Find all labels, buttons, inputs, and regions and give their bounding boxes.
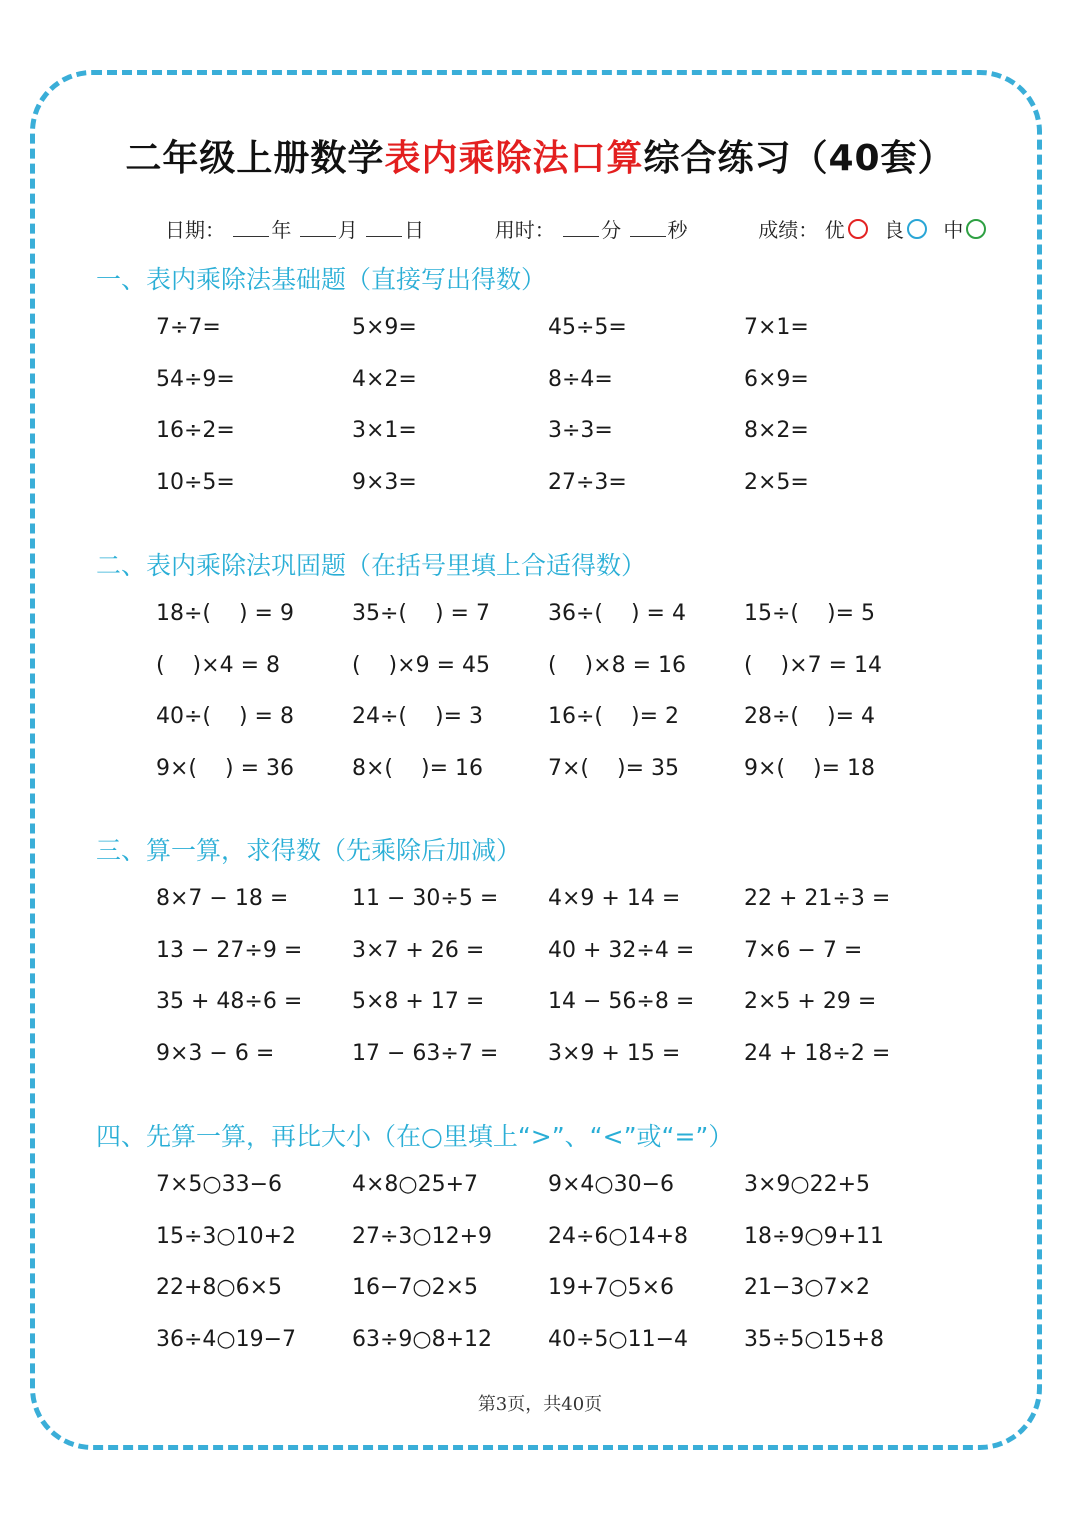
problem-row [156, 1325, 996, 1377]
problem: 24÷( )= 3 [352, 704, 483, 729]
info-line [165, 214, 996, 243]
problem: 15÷3○10+2 [156, 1223, 297, 1249]
problem: 54÷9= [156, 366, 235, 392]
circle-icon [966, 219, 986, 239]
problem: 7×1= [744, 315, 809, 340]
problem: 40÷( ) = 8 [156, 704, 294, 729]
problem: 35÷5○15+8 [744, 1326, 885, 1352]
problem: 9×3 − 6 = [156, 1040, 275, 1066]
section-3 [96, 834, 996, 1090]
problem: 4×2= [352, 366, 417, 392]
problem: 8÷4= [548, 366, 613, 392]
year-blank [233, 218, 269, 237]
problem: 5×9= [352, 315, 417, 340]
problem: 16−7○2×5 [352, 1275, 479, 1300]
section-title: 四、先算一算，再比大小（在○里填上“>”、“<”或“=”） [96, 1122, 734, 1151]
problem: 16÷( )= 2 [548, 704, 679, 729]
problem: 3÷3= [548, 418, 613, 443]
title-part-1: 二年级上册数学 [125, 138, 385, 179]
section-2 [96, 549, 996, 805]
problem: 15÷( )= 5 [744, 601, 875, 626]
problem: 7×5○33−6 [156, 1172, 283, 1197]
problem: 9×3= [352, 469, 417, 495]
problem: 21−3○7×2 [744, 1275, 871, 1300]
problem-row [156, 754, 996, 806]
problem: 28÷( )= 4 [744, 704, 875, 729]
problem: 18÷( ) = 9 [156, 601, 294, 626]
section-title: 二、表内乘除法巩固题（在括号里填上合适得数） [96, 551, 647, 580]
grade-excellent: 优 [824, 218, 845, 242]
grade-medium: 中 [943, 218, 964, 242]
problem: 11 − 30÷5 = [352, 886, 499, 911]
problem-row [156, 1039, 996, 1091]
problem: 6×9= [744, 366, 809, 392]
problem-row [156, 313, 996, 365]
problem: 63÷9○8+12 [352, 1326, 493, 1352]
day-label: 日 [404, 218, 425, 242]
problem: 2×5 + 29 = [744, 989, 877, 1014]
section-title: 一、表内乘除法基础题（直接写出得数） [96, 265, 547, 294]
problem: ( )×7 = 14 [744, 652, 882, 678]
problem: 4×9 + 14 = [548, 886, 681, 911]
page-footer: 第3页，共40页 [477, 1394, 603, 1415]
problem: 22 + 21÷3 = [744, 886, 891, 911]
second-label: 秒 [667, 218, 688, 242]
problem: 7×6 − 7 = [744, 937, 863, 963]
circle-icon [907, 219, 927, 239]
problem: 35÷( ) = 7 [352, 601, 490, 626]
problem-row [156, 416, 996, 468]
problem: 45÷5= [548, 315, 627, 340]
problem: 3×9 + 15 = [548, 1040, 681, 1066]
problem: 2×5= [744, 469, 809, 495]
problem: 9×( ) = 36 [156, 755, 294, 781]
problem-grid [156, 599, 996, 805]
grade-label: 成绩： [758, 218, 819, 242]
year-label: 年 [271, 218, 292, 242]
problem-grid [156, 884, 996, 1090]
problem: 3×1= [352, 418, 417, 443]
problem: 24 + 18÷2 = [744, 1040, 891, 1066]
minute-label: 分 [601, 218, 622, 242]
problem: 3×7 + 26 = [352, 937, 485, 963]
section-1 [96, 263, 996, 519]
problem-row [156, 365, 996, 417]
time-label: 用时： [494, 218, 555, 242]
day-blank [366, 218, 402, 237]
problem: ( )×8 = 16 [548, 652, 686, 678]
problem-row [156, 987, 996, 1039]
problem: 7×( )= 35 [548, 755, 679, 781]
problem-row [156, 651, 996, 703]
problem-row [156, 936, 996, 988]
problem-row [156, 468, 996, 520]
problem-row [156, 1273, 996, 1325]
problem: 14 − 56÷8 = [548, 989, 695, 1014]
section-4 [96, 1120, 996, 1376]
problem-row [156, 702, 996, 754]
title-part-highlight: 表内乘除法口算 [384, 138, 644, 179]
month-label: 月 [337, 218, 358, 242]
problem: 3×9○22+5 [744, 1172, 871, 1197]
problem: 8×7 − 18 = [156, 886, 289, 911]
problem: 19+7○5×6 [548, 1275, 675, 1300]
problem: 27÷3= [548, 469, 627, 495]
problem: 17 − 63÷7 = [352, 1040, 499, 1066]
problem: 9×( )= 18 [744, 755, 875, 781]
problem-row [156, 884, 996, 936]
problem-grid [156, 1170, 996, 1376]
section-title: 三、算一算，求得数（先乘除后加减） [96, 836, 522, 865]
problem-row [156, 1222, 996, 1274]
problem: 4×8○25+7 [352, 1172, 479, 1197]
problem: 8×2= [744, 418, 809, 443]
problem: ( )×4 = 8 [156, 652, 280, 678]
grade-good: 良 [883, 218, 904, 242]
problem: 16÷2= [156, 418, 235, 443]
problem: 7÷7= [156, 315, 221, 340]
problem: 8×( )= 16 [352, 755, 483, 781]
problem: 27÷3○12+9 [352, 1223, 493, 1249]
page-title [0, 130, 1080, 181]
month-blank [300, 218, 336, 237]
circle-icon [848, 219, 868, 239]
problem: 36÷( ) = 4 [548, 601, 686, 626]
problem: 40 + 32÷4 = [548, 937, 695, 963]
minute-blank [563, 218, 599, 237]
problem-grid [156, 313, 996, 519]
problem: 9×4○30−6 [548, 1172, 675, 1197]
problem: 24÷6○14+8 [548, 1223, 689, 1249]
problem-row [156, 599, 996, 651]
title-part-3: 综合练习（40套） [643, 138, 955, 179]
problem: 18÷9○9+11 [744, 1223, 885, 1249]
problem: 10÷5= [156, 469, 235, 495]
problem-row [156, 1170, 996, 1222]
problem: ( )×9 = 45 [352, 652, 490, 678]
second-blank [630, 218, 666, 237]
problem: 36÷4○19−7 [156, 1326, 297, 1352]
problem: 22+8○6×5 [156, 1275, 283, 1300]
date-label: 日期： [165, 218, 225, 242]
problem: 13 − 27÷9 = [156, 937, 303, 963]
problem: 5×8 + 17 = [352, 989, 485, 1014]
problem: 35 + 48÷6 = [156, 989, 303, 1014]
problem: 40÷5○11−4 [548, 1326, 689, 1352]
